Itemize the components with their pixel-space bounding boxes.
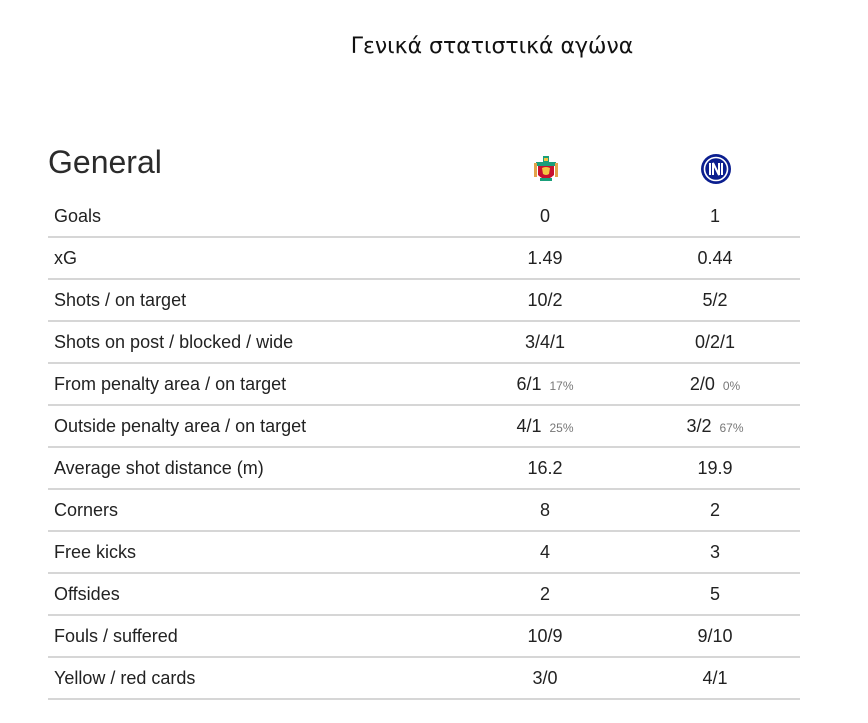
stat-value-away-text: 3 — [709, 541, 720, 562]
stat-label: Average shot distance (m) — [54, 457, 264, 478]
table-row — [48, 448, 800, 490]
stat-value-away — [630, 500, 800, 521]
liverpool-crest-icon — [530, 153, 562, 185]
stat-percentage-home: 17% — [549, 378, 574, 393]
stat-value-away-text: 5 — [709, 583, 720, 604]
stat-value-home-text: 16.2 — [527, 457, 563, 478]
table-row — [48, 238, 800, 280]
stat-value-home-text: 6/1 — [516, 373, 542, 394]
stat-value-away — [630, 416, 800, 437]
stat-value-home-text: 2 — [539, 583, 550, 604]
stat-value-away — [630, 206, 800, 227]
stat-value-away-text: 2/0 — [689, 373, 715, 394]
stat-value-home — [460, 290, 630, 311]
stat-label: Shots on post / blocked / wide — [54, 331, 294, 352]
stat-value-home-text: 3/4/1 — [524, 331, 566, 352]
stat-value-home — [460, 500, 630, 521]
stat-value-home-text: 4 — [539, 541, 550, 562]
stat-percentage-home: 25% — [549, 420, 574, 435]
stat-value-away-text: 5/2 — [702, 289, 728, 310]
stat-value-away-text: 9/10 — [697, 625, 733, 646]
stat-value-away — [630, 248, 800, 269]
table-row — [48, 322, 800, 364]
stat-value-away — [630, 626, 800, 647]
stat-value-away — [630, 458, 800, 479]
table-row — [48, 280, 800, 322]
stat-label: Shots / on target — [54, 289, 187, 310]
stat-value-away — [630, 374, 800, 395]
section-title: General — [48, 144, 162, 180]
table-row — [48, 364, 800, 406]
stat-value-home — [460, 374, 630, 395]
page-title: Γενικά στατιστικά αγώνα — [350, 34, 634, 59]
stat-value-away-text: 2 — [709, 499, 720, 520]
stat-label: Free kicks — [54, 541, 137, 562]
stat-value-away — [630, 290, 800, 311]
stat-value-home — [460, 626, 630, 647]
stat-label: From penalty area / on target — [54, 373, 287, 394]
inter-crest-icon — [700, 153, 732, 185]
stat-label: Corners — [54, 499, 119, 520]
stat-value-home — [460, 584, 630, 605]
stat-value-away — [630, 584, 800, 605]
stat-value-away — [630, 542, 800, 563]
stat-label: Fouls / suffered — [54, 625, 178, 646]
table-row — [48, 616, 800, 658]
stat-label: xG — [54, 247, 78, 268]
stat-value-away — [630, 668, 800, 689]
table-row — [48, 532, 800, 574]
stat-value-away-text: 19.9 — [697, 457, 733, 478]
stat-value-home — [460, 332, 630, 353]
stat-value-away-text: 0.44 — [697, 247, 733, 268]
stat-value-home-text: 1.49 — [527, 247, 563, 268]
table-row — [48, 658, 800, 700]
stat-value-home — [460, 542, 630, 563]
stat-value-away — [630, 332, 800, 353]
stat-value-home-text: 8 — [539, 499, 550, 520]
table-row — [48, 406, 800, 448]
stat-label: Outside penalty area / on target — [54, 415, 307, 436]
stat-value-home-text: 4/1 — [516, 415, 542, 436]
stat-value-away-text: 1 — [709, 205, 720, 226]
stat-value-home — [460, 248, 630, 269]
stat-percentage-away: 67% — [719, 420, 744, 435]
stat-value-home-text: 0 — [539, 205, 550, 226]
stat-value-home-text: 10/2 — [527, 289, 563, 310]
stat-value-away-text: 3/2 — [686, 415, 712, 436]
stat-value-home-text: 10/9 — [527, 625, 563, 646]
stat-value-away-text: 4/1 — [702, 667, 728, 688]
table-row — [48, 574, 800, 616]
stats-table — [48, 196, 800, 700]
stat-label: Yellow / red cards — [54, 667, 196, 688]
stat-label: Goals — [54, 205, 102, 226]
stat-value-home — [460, 206, 630, 227]
stat-value-home-text: 3/0 — [532, 667, 558, 688]
stat-label: Offsides — [54, 583, 120, 604]
stat-value-home — [460, 416, 630, 437]
stat-percentage-away: 0% — [722, 378, 741, 393]
stat-value-home — [460, 668, 630, 689]
stat-value-home — [460, 458, 630, 479]
table-row — [48, 196, 800, 238]
table-row — [48, 490, 800, 532]
stat-value-away-text: 0/2/1 — [694, 331, 736, 352]
